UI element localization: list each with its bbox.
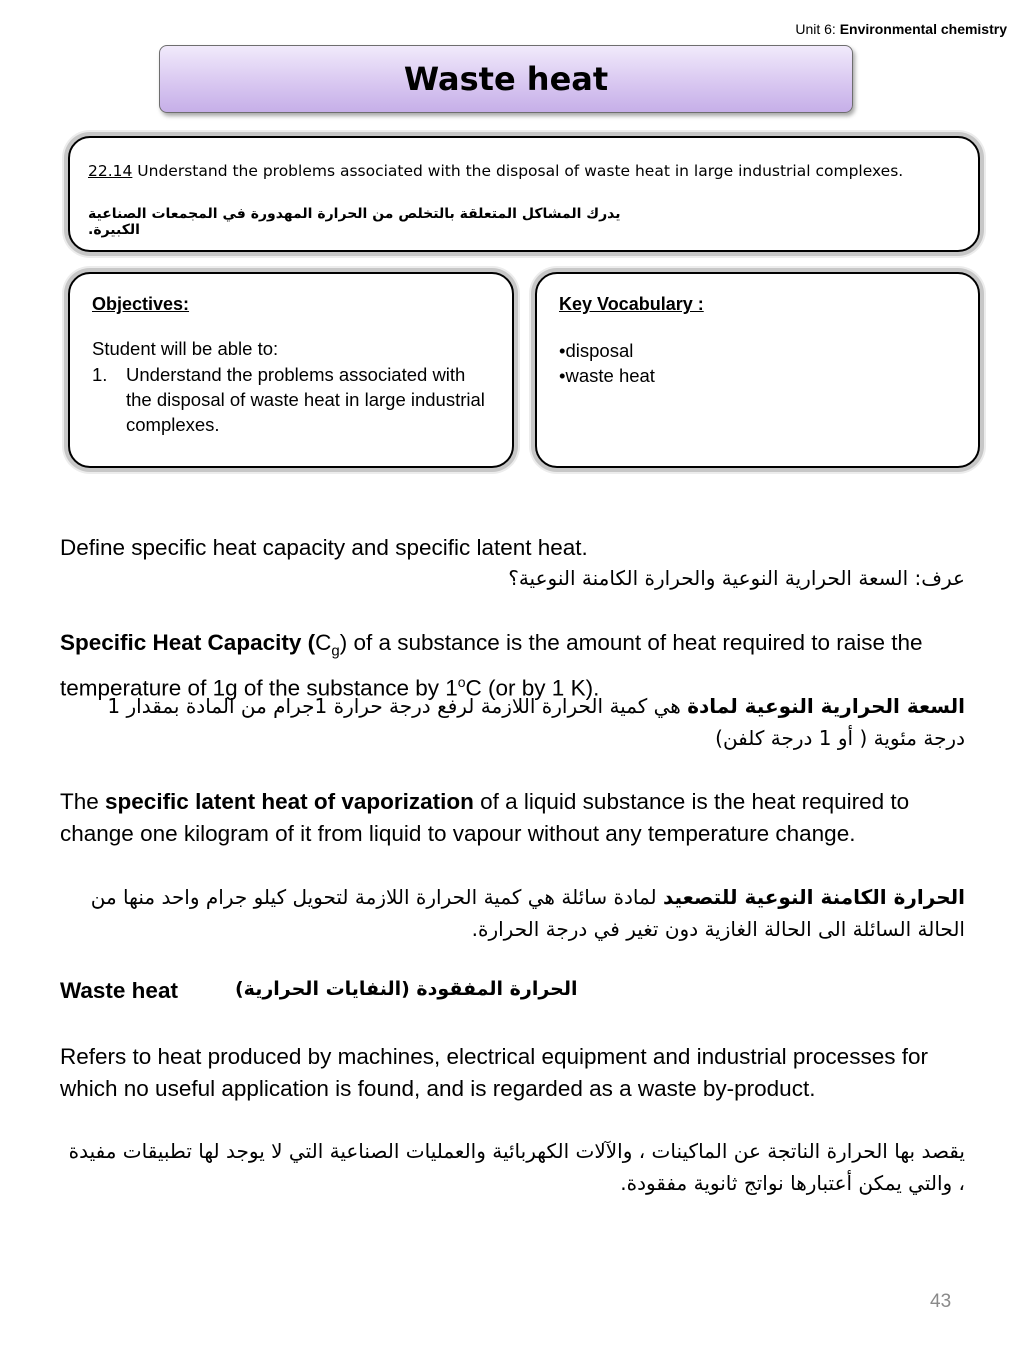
specific-heat-term-ar: السعة الحرارية النوعية لمادة [687,694,965,718]
latent-heat-term: specific latent heat of vaporization [105,789,474,814]
outcome-text-ar: يدرك المشاكل المتعلقة بالتخلص من الحرارة المهدورة في المجمعات الصناعية الكبيرة. [88,206,621,238]
outcome-code: 22.14 [88,162,133,180]
specific-heat-text-ar: هي كمية الحرارة اللازمة لرفع درجة حرارة 1جرام من المادة بمقدار 1 درجة مئوية ( أو 1 درجة كلفن) [107,694,965,750]
vocabulary-box [535,272,980,468]
vocabulary-list [559,338,655,388]
heat-capacity-subscript: g [331,642,340,660]
objectives-box [68,272,514,468]
waste-heat-definition: Refers to heat produced by machines, electrical equipment and industrial processes for which no useful application is found, and is regarded as a waste by-product. [60,1044,928,1101]
vocabulary-item: •waste heat [559,365,655,386]
page-number: 43 [930,1291,952,1312]
specific-heat-text-1: ) of a substance is the amount of heat required to raise the temperature of 1g of the substance by 1 [60,630,923,701]
waste-heat-definition-ar: يقصد بها الحرارة الناتجة عن الماكينات ، والآلات الكهربائية والعمليات الصناعية التي لا يوجد لها تطبيقات مفيدة ، والتي يمكن أعتبارها نواتج ثانوية مفقودة. [68,1139,965,1195]
unit-name: Environmental chemistry [839,21,1007,37]
latent-heat-definition-ar [60,881,965,945]
vocabulary-heading: Key Vocabulary : [559,294,704,314]
objectives-intro: Student will be able to: [92,338,279,359]
unit-header [795,21,1007,37]
waste-heat-heading-en: Waste heat [60,978,178,1003]
specific-heat-text-2: C (or by 1 K). [465,675,600,701]
latent-heat-prefix: The [60,789,106,814]
objectives-heading: Objectives: [92,294,190,314]
learning-outcome-box [68,136,980,252]
objective-text: Understand the problems associated with the disposal of waste heat in large industrial complexes. [126,364,485,435]
heat-capacity-symbol: C [315,630,332,655]
objective-number: 1. [92,364,108,385]
waste-heat-heading [60,978,620,1004]
latent-heat-definition [60,786,965,849]
page-title: Waste heat [403,60,609,98]
vocabulary-item: •disposal [559,340,634,361]
define-question-ar: عرف: السعة الحرارية النوعية والحرارة الكامنة النوعية؟ [508,566,965,590]
latent-heat-text: of a liquid substance is the heat required to change one kilogram of it from liquid to vapour without any temperature change. [60,789,910,846]
define-question-en: Define specific heat capacity and specific latent heat. [60,535,588,560]
latent-heat-text-ar: لمادة سائلة هي كمية الحرارة اللازمة لتحويل كيلو جرام واحد منها من الحالة السائلة الى الحالة الغازية دون تغير في درجة الحرارة. [90,885,965,941]
outcome-description: Understand the problems associated with the disposal of waste heat in large industrial complexes. [132,162,904,180]
outcome-text-en [88,162,903,180]
objective-item [92,362,492,437]
specific-heat-definition-ar [60,690,965,754]
latent-heat-term-ar: الحرارة الكامنة النوعية للتصعيد [662,885,965,909]
title-banner [159,45,853,113]
specific-heat-term: Specific Heat Capacity [60,630,302,655]
waste-heat-heading-ar: الحرارة المفقودة (النفايات الحرارية) [235,978,578,1000]
unit-prefix: Unit 6: [795,21,836,37]
objectives-list [92,362,492,437]
open-paren: ( [301,630,316,655]
degree-superscript: o [457,674,466,690]
